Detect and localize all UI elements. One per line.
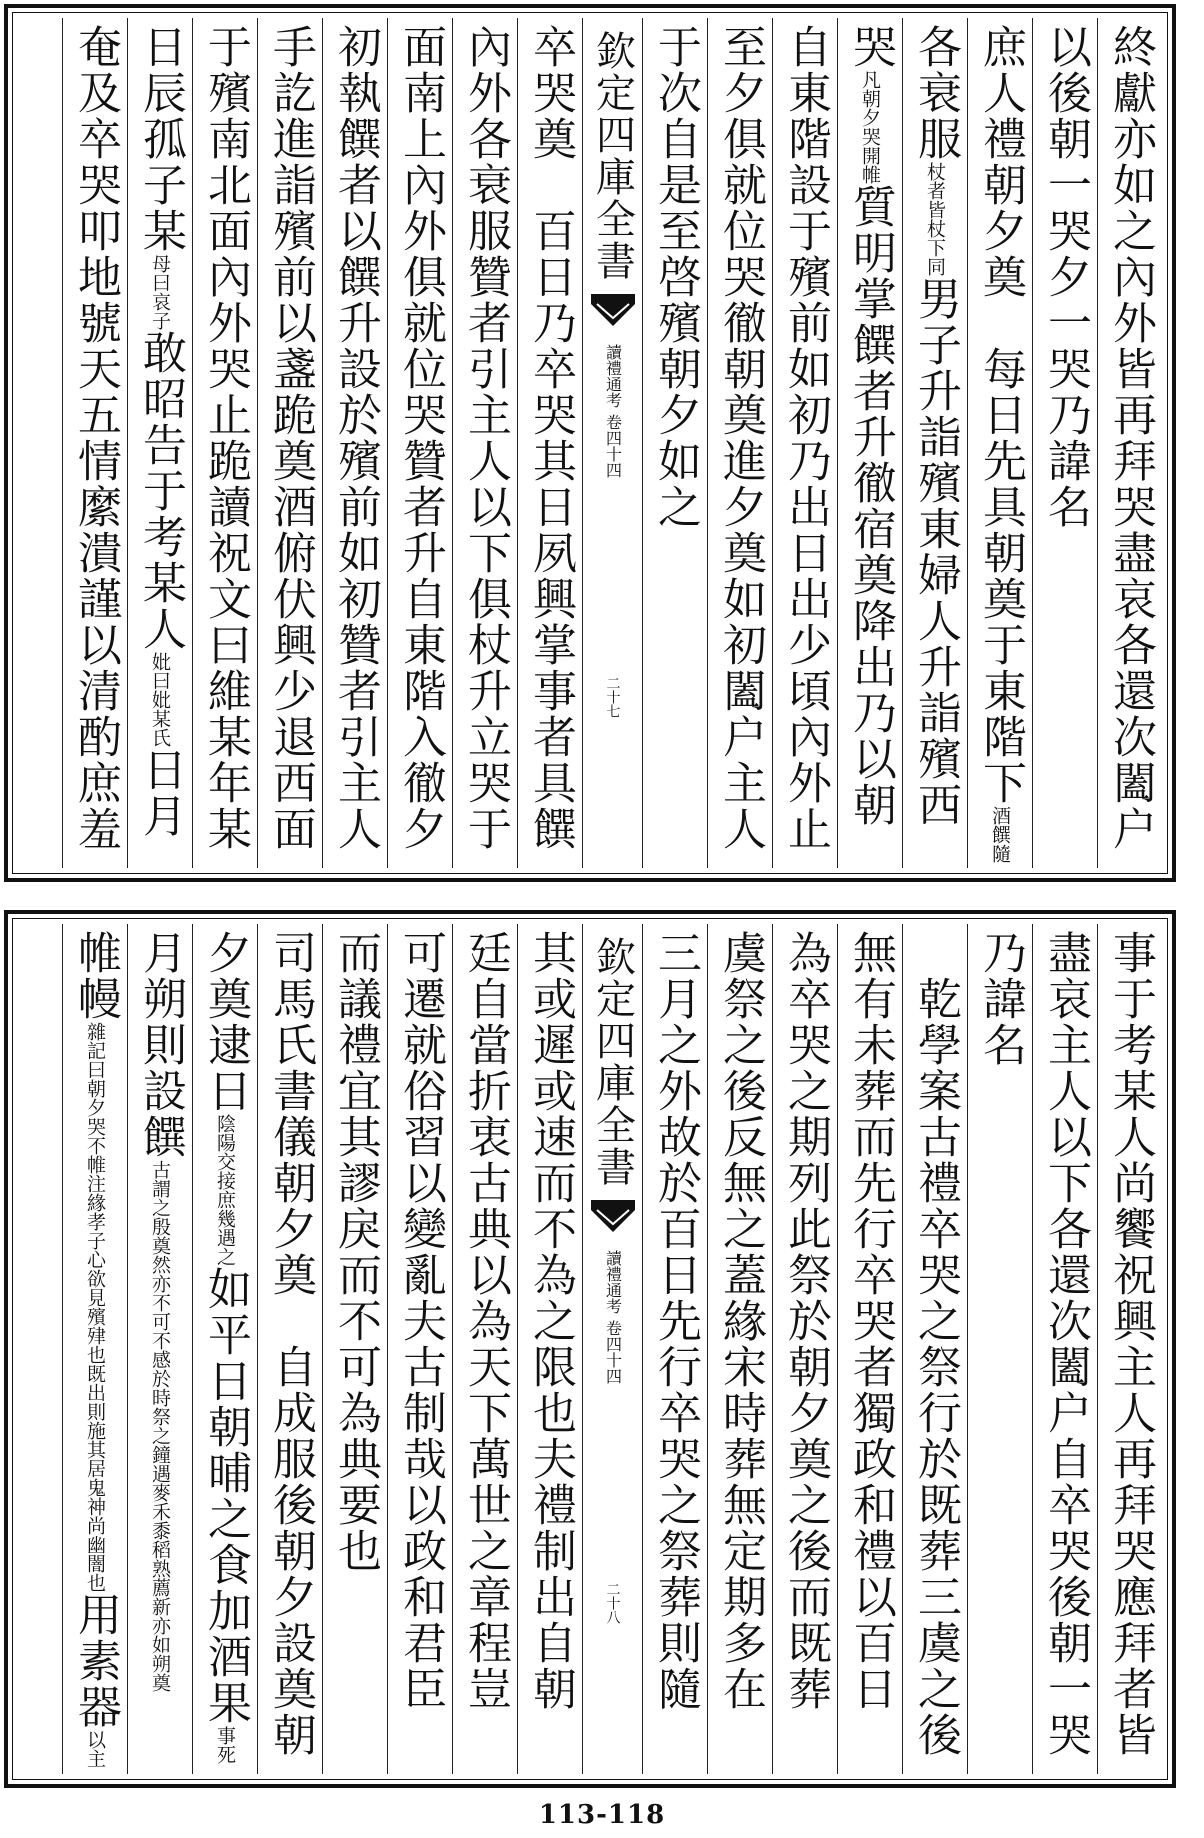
main-text: 至夕俱就位哭徹朝奠進夕奠如初闔户主人	[715, 24, 766, 852]
main-text: 于殯南北面內外哭止跪讀祝文曰維某年某	[200, 24, 251, 852]
text-column	[257, 18, 322, 868]
text-column	[1097, 18, 1162, 868]
text-column	[452, 18, 517, 868]
main-text: 內外各衰服贊者引主人以下俱杖升立哭于	[460, 24, 511, 852]
main-text: 無有未葬而先行卒哭者獨政和禮以百日	[845, 930, 896, 1712]
column-text	[455, 930, 515, 1770]
text-column	[707, 18, 772, 868]
center-banner	[582, 924, 642, 1774]
column-text	[840, 930, 900, 1770]
main-text: 用素器	[70, 1592, 121, 1730]
column-text	[1097, 24, 1160, 864]
commentary-note: 妣曰妣某氏	[149, 652, 171, 747]
commentary-note: 古謂之殷奠然亦不可不感於時祭之鐘遇麥禾黍稻熟薦新亦如朔奠	[149, 1160, 171, 1692]
text-column	[322, 924, 387, 1774]
fish-tail-mark-icon	[589, 1196, 637, 1236]
banner-book-title: 讀禮通考	[603, 1250, 623, 1314]
column-text	[257, 24, 320, 864]
text-column	[127, 924, 192, 1774]
banner-title: 欽定四庫全書	[589, 30, 636, 282]
main-text: 如平日朝晡之食加酒果	[200, 1266, 251, 1726]
commentary-note: 陰陽交接庶幾遇之	[214, 1114, 236, 1266]
main-text: 面南上內外俱就位哭贊者升自東階入徹夕	[395, 24, 446, 852]
main-text: 夕奠逮日	[200, 930, 251, 1114]
text-column	[1032, 18, 1097, 868]
column-text	[192, 930, 255, 1770]
commentary-note: 雜記曰朝夕哭不帷注緣孝子心欲見殯肂也既出則施其居鬼神尚幽闇也	[84, 1022, 106, 1592]
text-column	[837, 18, 902, 868]
main-text: 奄及卒哭叩地號天五情縻潰謹以清酌庶羞	[70, 24, 121, 852]
main-text: 于次自是至啓殯朝夕如之	[650, 24, 701, 530]
main-text: 哭	[845, 24, 896, 70]
fish-tail-mark-icon	[589, 290, 637, 330]
main-text: 終獻亦如之內外皆再拜哭盡哀各還次闔户	[1105, 24, 1156, 852]
column-text	[517, 24, 580, 864]
column-text	[837, 24, 900, 864]
center-banner	[582, 18, 642, 868]
page-number: 113-118	[538, 1800, 666, 1830]
main-text: 以後朝一哭夕一哭乃諱名	[1040, 24, 1091, 530]
column-text	[1032, 930, 1095, 1770]
column-text	[192, 24, 255, 864]
main-text: 廷自當折衷古典以為天下萬世之章程豈	[460, 930, 511, 1712]
text-column	[642, 924, 707, 1774]
column-text	[707, 24, 770, 864]
column-text	[710, 930, 770, 1770]
main-text: 三月之外故於百日先行卒哭之祭葬則隨	[650, 930, 701, 1712]
column-text	[520, 930, 580, 1770]
column-text	[645, 24, 705, 864]
main-text: 月朔則設饌	[135, 930, 186, 1160]
top-columns	[18, 18, 1162, 868]
column-text	[65, 930, 125, 1770]
text-column	[452, 924, 517, 1774]
commentary-note: 凡朝夕哭開帷	[859, 70, 881, 184]
main-text: 手訖進詣殯前以盞跪奠酒俯伏興少退西面	[265, 24, 316, 852]
text-column	[192, 18, 257, 868]
text-column	[642, 18, 707, 868]
text-column	[127, 18, 192, 868]
text-column	[517, 18, 582, 868]
column-text	[387, 24, 450, 864]
text-column	[257, 924, 322, 1774]
main-text: 司馬氏書儀朝夕奠 自成服後朝夕設奠朝	[265, 930, 316, 1758]
text-column	[192, 924, 257, 1774]
text-column	[902, 924, 967, 1774]
main-text: 庶人禮朝夕奠 每日先具朝奠于東階下	[975, 24, 1026, 806]
text-column	[967, 924, 1032, 1774]
text-column	[902, 18, 967, 868]
main-text: 卒哭奠 百日乃卒哭其日夙興掌事者具饌	[525, 24, 576, 852]
banner-volume: 卷四十四	[603, 1320, 623, 1384]
main-text: 乾學案古禮卒哭之祭行於既葬三虞之後	[910, 930, 961, 1758]
text-column	[967, 18, 1032, 868]
main-text: 乃諱名	[975, 930, 1026, 1068]
column-text	[645, 930, 705, 1770]
text-column	[837, 924, 902, 1774]
column-text	[905, 930, 965, 1770]
main-text: 日辰孤子某	[135, 24, 186, 254]
text-column	[387, 924, 452, 1774]
bottom-columns	[18, 924, 1162, 1774]
column-text	[452, 24, 515, 864]
banner-leaf-number: 二十八	[604, 1582, 621, 1624]
main-text: 虞祭之後反無之蓋緣宋時葬無定期多在	[715, 930, 766, 1712]
column-text	[902, 24, 965, 864]
main-text: 而議禮宜其謬戾而不可為典要也	[330, 930, 381, 1574]
commentary-note: 酒饌隨	[989, 806, 1011, 863]
commentary-note: 事死	[214, 1726, 236, 1764]
main-text: 事于考某人尚饗祝興主人再拜哭應拜者皆	[1105, 930, 1156, 1758]
main-text: 自東階設于殯前如初乃出日出少頃內外止	[780, 24, 831, 852]
main-text: 帷幔	[70, 930, 121, 1022]
column-text	[130, 930, 190, 1770]
column-text	[772, 24, 835, 864]
bottom-page-panel	[4, 910, 1176, 1788]
commentary-note: 母曰哀子	[149, 254, 171, 330]
column-text	[390, 930, 450, 1770]
banner-book-title: 讀禮通考	[603, 344, 623, 408]
text-column	[1097, 924, 1162, 1774]
main-text: 質明掌饌者升徹宿奠降出乃以朝	[845, 184, 896, 828]
main-text: 各衰服	[910, 24, 961, 162]
text-column	[772, 924, 837, 1774]
text-column	[707, 924, 772, 1774]
column-text	[257, 930, 320, 1770]
column-text	[1035, 24, 1095, 864]
banner-leaf-number: 二十七	[604, 676, 621, 718]
main-text: 為卒哭之期列此祭於朝夕奠之後而既葬	[780, 930, 831, 1712]
column-text	[967, 24, 1030, 864]
main-text: 初執饌者以饌升設於殯前如初贊者引主人	[330, 24, 381, 852]
text-column	[62, 18, 127, 868]
text-column	[322, 18, 387, 868]
main-text: 男子升詣殯東婦人升詣殯西	[910, 276, 961, 828]
column-text	[62, 24, 125, 864]
text-column	[62, 924, 127, 1774]
column-text	[1097, 930, 1160, 1770]
main-text: 可遷就俗習以變亂夫古制哉以政和君臣	[395, 930, 446, 1712]
text-column	[772, 18, 837, 868]
column-text	[970, 930, 1030, 1770]
main-text: 其或遲或速而不為之限也夫禮制出自朝	[525, 930, 576, 1712]
column-text	[322, 24, 385, 864]
main-text: 盡哀主人以下各還次闔户自卒哭後朝一哭	[1040, 930, 1091, 1758]
top-page-panel	[4, 4, 1176, 882]
banner-volume: 卷四十四	[603, 414, 623, 478]
banner-title: 欽定四庫全書	[589, 936, 636, 1188]
text-column	[387, 18, 452, 868]
main-text: 日月	[135, 747, 186, 839]
column-text	[775, 930, 835, 1770]
text-column	[517, 924, 582, 1774]
column-text	[127, 24, 190, 864]
text-column	[1032, 924, 1097, 1774]
commentary-note: 以主	[84, 1730, 106, 1768]
commentary-note: 杖者皆杖下同	[924, 162, 946, 276]
column-text	[325, 930, 385, 1770]
main-text: 敢昭告于考某人	[135, 330, 186, 652]
